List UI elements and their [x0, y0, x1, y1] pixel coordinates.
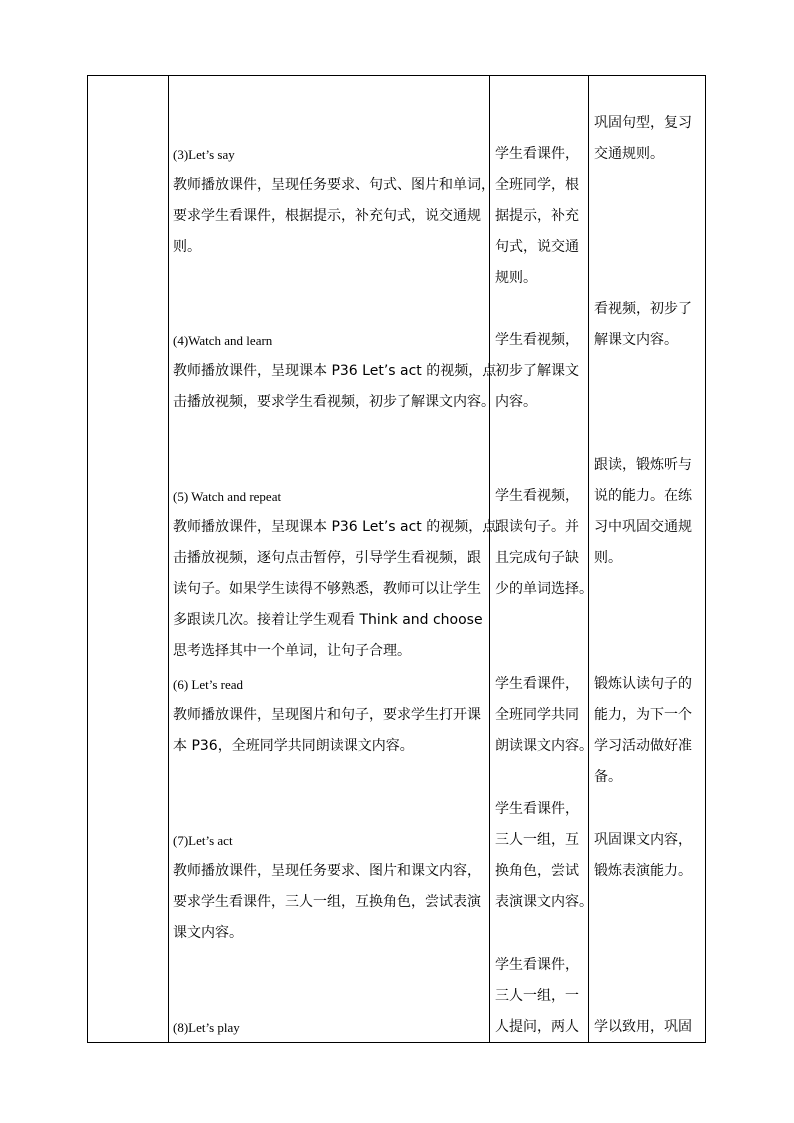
student-6-line-3: 朗读课文内容。 — [495, 738, 593, 754]
student-6-line-2: 全班同学共同 — [495, 707, 579, 723]
student-3-line-2: 全班同学，根 — [495, 177, 579, 193]
student-3-line-4: 句式，说交通 — [495, 239, 579, 255]
student-3-line-5: 规则。 — [495, 270, 537, 286]
student-7-line-3: 换角色，尝试 — [495, 863, 579, 879]
purpose-5-line-2: 说的能力。在练 — [594, 488, 692, 504]
purpose-4-line-1: 看视频，初步了 — [594, 301, 692, 317]
purpose-8-line-1: 学以致用，巩固 — [594, 1019, 692, 1035]
student-7-line-1: 学生看课件， — [495, 801, 579, 817]
step-7-title: (7)Let’s act — [173, 833, 233, 848]
step-6-title: (6) Let’s read — [173, 677, 244, 692]
column-divider — [168, 76, 169, 1042]
purpose-3-line-2: 交通规则。 — [594, 146, 664, 162]
step-7-line-3: 课文内容。 — [173, 925, 243, 941]
purpose-4-line-2: 解课文内容。 — [594, 332, 678, 348]
step-5-line-3: 读句子。如果学生读得不够熟悉，教师可以让学生 — [173, 581, 481, 597]
step-4-title: (4)Watch and learn — [173, 333, 273, 348]
step-5-line-1: 教师播放课件，呈现课本 P36 Let’s act 的视频，点 — [173, 519, 497, 535]
student-5-line-1: 学生看视频， — [495, 488, 579, 504]
step-3-line-3: 则。 — [173, 239, 201, 255]
student-8-line-1: 学生看课件， — [495, 957, 579, 973]
student-4-line-3: 内容。 — [495, 394, 537, 410]
step-5-title: (5) Watch and repeat — [173, 489, 282, 504]
student-8-line-2: 三人一组，一 — [495, 988, 579, 1004]
step-6-line-1: 教师播放课件，呈现图片和句子，要求学生打开课 — [173, 707, 481, 723]
student-3-line-1: 学生看课件， — [495, 146, 579, 162]
step-4-line-1: 教师播放课件，呈现课本 P36 Let’s act 的视频，点 — [173, 363, 497, 379]
student-3-line-3: 据提示，补充 — [495, 208, 579, 224]
step-3-line-2: 要求学生看课件，根据提示，补充句式，说交通规 — [173, 208, 481, 224]
column-divider — [489, 76, 490, 1042]
purpose-6-line-3: 学习活动做好准 — [594, 738, 692, 754]
student-4-line-2: 初步了解课文 — [495, 363, 579, 379]
purpose-7-line-1: 巩固课文内容， — [594, 832, 692, 848]
step-7-line-1: 教师播放课件，呈现任务要求、图片和课文内容， — [173, 863, 481, 879]
student-8-line-3: 人提问，两人 — [495, 1019, 579, 1035]
purpose-7-line-2: 锻炼表演能力。 — [594, 863, 692, 879]
step-8-title: (8)Let’s play — [173, 1020, 240, 1035]
student-5-line-4: 少的单词选择。 — [495, 581, 593, 597]
purpose-5-line-3: 习中巩固交通规 — [594, 519, 692, 535]
purpose-6-line-1: 锻炼认读句子的 — [594, 676, 692, 692]
purpose-5-line-4: 则。 — [594, 550, 622, 566]
student-6-line-1: 学生看课件， — [495, 676, 579, 692]
student-7-line-2: 三人一组，互 — [495, 832, 579, 848]
step-4-line-2: 击播放视频，要求学生看视频，初步了解课文内容。 — [173, 394, 495, 410]
purpose-6-line-2: 能力，为下一个 — [594, 707, 692, 723]
student-5-line-2: 跟读句子。并 — [495, 519, 579, 535]
step-3-title: (3)Let’s say — [173, 147, 235, 162]
purpose-5-line-1: 跟读，锻炼听与 — [594, 457, 692, 473]
step-3-line-1: 教师播放课件，呈现任务要求、句式、图片和单词， — [173, 177, 495, 193]
student-4-line-1: 学生看视频， — [495, 332, 579, 348]
purpose-3-line-1: 巩固句型，复习 — [594, 115, 692, 131]
purpose-6-line-4: 备。 — [594, 769, 622, 785]
step-5-line-4: 多跟读几次。接着让学生观看 Think and choose — [173, 612, 483, 628]
step-5-line-2: 击播放视频，逐句点击暂停，引导学生看视频，跟 — [173, 550, 481, 566]
step-5-line-5: 思考选择其中一个单词，让句子合理。 — [173, 643, 411, 659]
step-7-line-2: 要求学生看课件，三人一组，互换角色，尝试表演 — [173, 894, 481, 910]
step-6-line-2: 本 P36，全班同学共同朗读课文内容。 — [173, 738, 414, 754]
student-7-line-4: 表演课文内容。 — [495, 894, 593, 910]
student-5-line-3: 且完成句子缺 — [495, 550, 579, 566]
